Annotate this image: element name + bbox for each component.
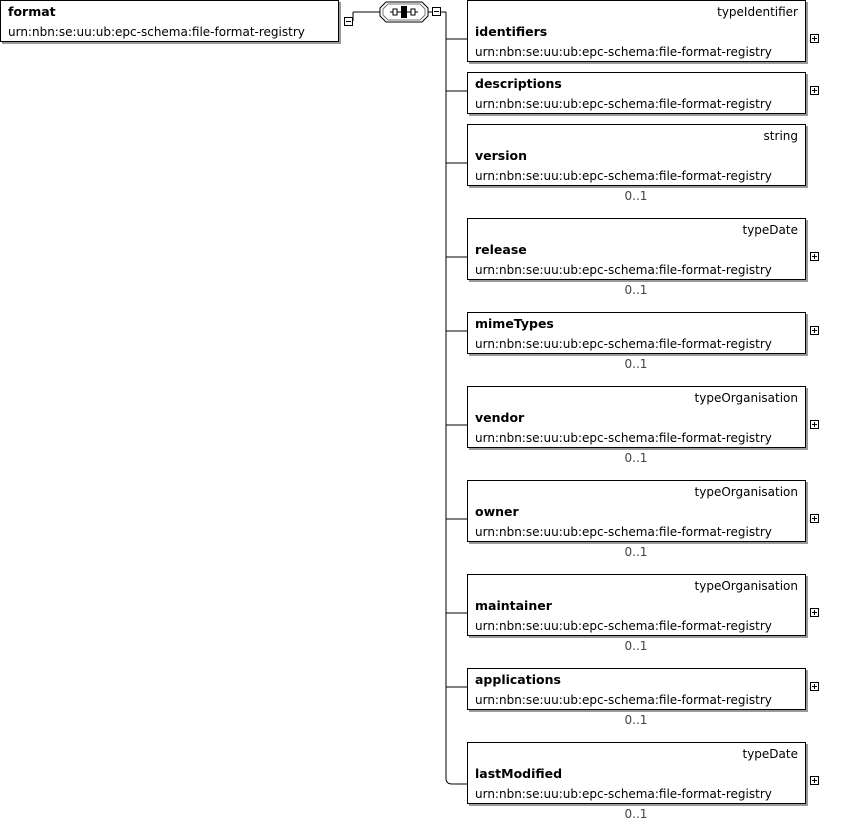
element-namespace: urn:nbn:se:uu:ub:epc-schema:file-format-registry xyxy=(475,525,772,539)
occurrence-label: 0..1 xyxy=(624,639,648,653)
element-vendor[interactable] xyxy=(467,386,806,448)
element-descriptions[interactable] xyxy=(467,72,806,114)
element-applications[interactable] xyxy=(467,668,806,710)
element-lastmodified[interactable] xyxy=(467,742,806,804)
element-namespace: urn:nbn:se:uu:ub:epc-schema:file-format-registry xyxy=(475,337,772,351)
element-name: descriptions xyxy=(475,76,562,91)
occurrence-label: 0..1 xyxy=(624,807,648,821)
occurrence-label: 0..1 xyxy=(624,357,648,371)
expand-owner-icon[interactable] xyxy=(810,514,819,523)
expand-release-icon[interactable] xyxy=(810,252,819,261)
expand-descriptions-icon[interactable] xyxy=(810,86,819,95)
element-type: typeOrganisation xyxy=(694,391,798,405)
element-namespace: urn:nbn:se:uu:ub:epc-schema:file-format-registry xyxy=(475,431,772,445)
occurrence-label: 0..1 xyxy=(624,545,648,559)
expand-identifiers-icon[interactable] xyxy=(810,34,819,43)
element-mimetypes[interactable] xyxy=(467,312,806,354)
element-name: maintainer xyxy=(475,598,552,613)
root-element-namespace: urn:nbn:se:uu:ub:epc-schema:file-format-registry xyxy=(8,25,305,39)
element-name: vendor xyxy=(475,410,525,425)
element-namespace: urn:nbn:se:uu:ub:epc-schema:file-format-registry xyxy=(475,45,772,59)
expand-maintainer-icon[interactable] xyxy=(810,608,819,617)
expand-vendor-icon[interactable] xyxy=(810,420,819,429)
element-type: typeDate xyxy=(742,747,798,761)
expand-applications-icon[interactable] xyxy=(810,682,819,691)
element-version[interactable] xyxy=(467,124,806,186)
occurrence-label: 0..1 xyxy=(624,713,648,727)
element-type: typeOrganisation xyxy=(694,485,798,499)
root-element-format[interactable] xyxy=(0,0,339,42)
element-type: typeOrganisation xyxy=(694,579,798,593)
occurrence-label: 0..1 xyxy=(624,283,648,297)
occurrence-label: 0..1 xyxy=(624,189,648,203)
element-namespace: urn:nbn:se:uu:ub:epc-schema:file-format-registry xyxy=(475,263,772,277)
element-name: identifiers xyxy=(475,24,548,39)
element-name: lastModified xyxy=(475,766,563,781)
sequence-collapse-icon[interactable] xyxy=(432,7,441,16)
element-name: mimeTypes xyxy=(475,316,554,331)
element-release[interactable] xyxy=(467,218,806,280)
expand-mimetypes-icon[interactable] xyxy=(810,326,819,335)
element-namespace: urn:nbn:se:uu:ub:epc-schema:file-format-registry xyxy=(475,169,772,183)
element-owner[interactable] xyxy=(467,480,806,542)
root-element-name: format xyxy=(8,4,56,19)
root-collapse-icon[interactable] xyxy=(344,17,353,26)
element-name: release xyxy=(475,242,527,257)
sequence-compositor-icon[interactable] xyxy=(380,2,428,22)
element-type: typeIdentifier xyxy=(717,5,798,19)
occurrence-label: 0..1 xyxy=(624,451,648,465)
element-namespace: urn:nbn:se:uu:ub:epc-schema:file-format-registry xyxy=(475,787,772,801)
element-maintainer[interactable] xyxy=(467,574,806,636)
element-type: string xyxy=(763,129,798,143)
element-name: owner xyxy=(475,504,519,519)
element-name: version xyxy=(475,148,528,163)
element-namespace: urn:nbn:se:uu:ub:epc-schema:file-format-registry xyxy=(475,619,772,633)
element-namespace: urn:nbn:se:uu:ub:epc-schema:file-format-registry xyxy=(475,97,772,111)
element-namespace: urn:nbn:se:uu:ub:epc-schema:file-format-registry xyxy=(475,693,772,707)
element-type: typeDate xyxy=(742,223,798,237)
element-name: applications xyxy=(475,672,561,687)
expand-lastmodified-icon[interactable] xyxy=(810,776,819,785)
element-identifiers[interactable] xyxy=(467,0,806,62)
